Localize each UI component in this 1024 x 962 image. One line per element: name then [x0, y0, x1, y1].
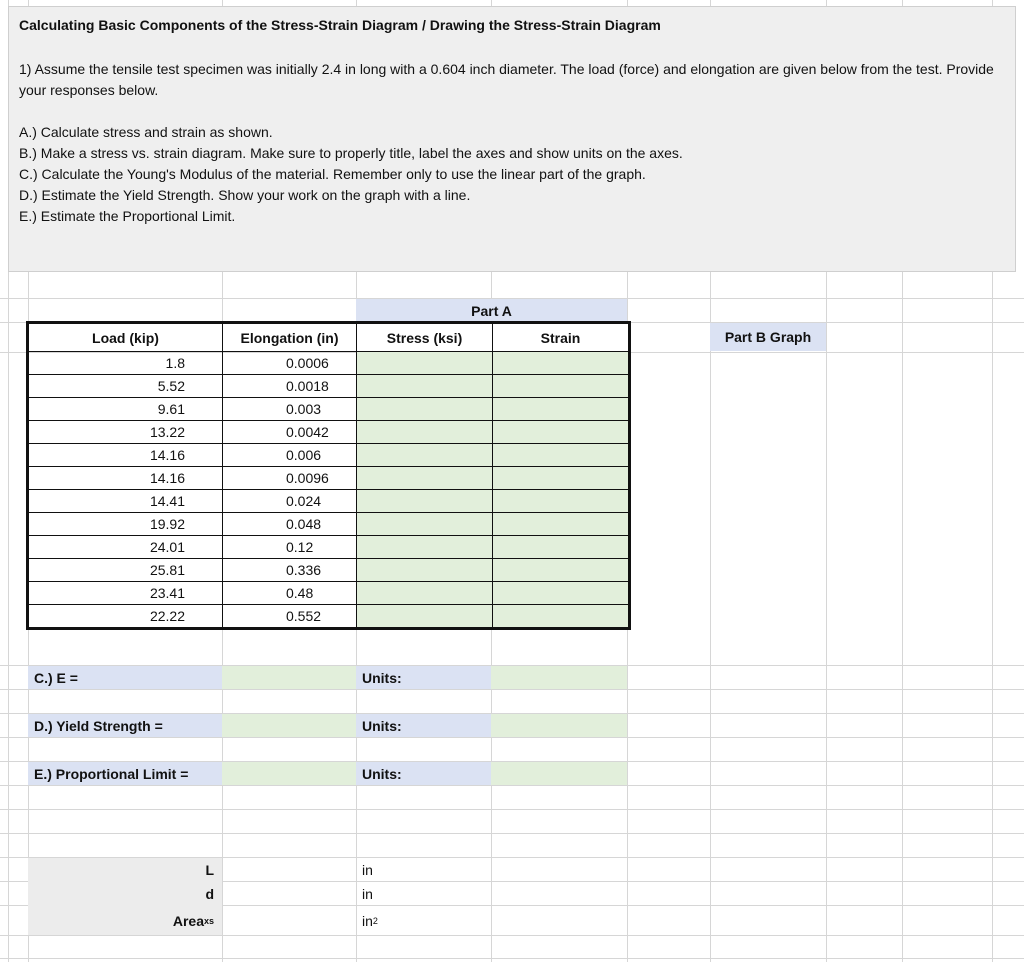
yield-units-cell[interactable]: [491, 714, 627, 737]
area-label-text: Area: [172, 912, 204, 929]
strain-input-cell[interactable]: [493, 444, 629, 467]
instruction-item-c: C.) Calculate the Young's Modulus of the material. Remember only to use the linear part of the graph.: [19, 166, 646, 182]
stress-input-cell[interactable]: [357, 582, 493, 605]
stress-input-cell[interactable]: [357, 352, 493, 375]
table-row: [29, 559, 629, 582]
instruction-item-d: D.) Estimate the Yield Strength. Show your work on the graph with a line.: [19, 187, 471, 203]
table-row: [29, 536, 629, 559]
stress-input-cell[interactable]: [357, 375, 493, 398]
load-cell[interactable]: 24.01: [29, 536, 223, 559]
table-row: [29, 513, 629, 536]
table-row: [29, 398, 629, 421]
load-cell[interactable]: 14.16: [29, 444, 223, 467]
strain-input-cell[interactable]: [493, 536, 629, 559]
stress-input-cell[interactable]: [357, 421, 493, 444]
elongation-cell[interactable]: 0.0096: [223, 467, 357, 490]
table-header-row: [29, 324, 629, 352]
yield-strength-label: D.) Yield Strength =: [28, 714, 222, 737]
diameter-value-cell[interactable]: [222, 882, 356, 906]
header-stress[interactable]: Stress (ksi): [357, 324, 493, 352]
load-cell[interactable]: 25.81: [29, 559, 223, 582]
load-cell[interactable]: 14.41: [29, 490, 223, 513]
strain-input-cell[interactable]: [493, 513, 629, 536]
length-unit: in: [362, 862, 373, 878]
load-elongation-table: [28, 323, 629, 628]
e-label: C.) E =: [28, 666, 222, 689]
elongation-cell[interactable]: 0.48: [223, 582, 357, 605]
table-row: [29, 375, 629, 398]
load-cell[interactable]: 13.22: [29, 421, 223, 444]
table-row: [29, 582, 629, 605]
header-elongation[interactable]: Elongation (in): [223, 324, 357, 352]
table-row: [29, 352, 629, 375]
instructions-intro: 1) Assume the tensile test specimen was initially 2.4 in long with a 0.604 inch diameter. The load (force) and elongation are given below from the test. Provide your responses below.: [19, 61, 994, 98]
length-value-cell[interactable]: [222, 858, 356, 882]
e-units-label: Units:: [356, 666, 491, 689]
prop-units-label: Units:: [356, 762, 491, 785]
strain-input-cell[interactable]: [493, 605, 629, 628]
e-units-cell[interactable]: [491, 666, 627, 689]
table-row: [29, 490, 629, 513]
load-cell[interactable]: 1.8: [29, 352, 223, 375]
table-row: [29, 605, 629, 628]
elongation-cell[interactable]: 0.003: [223, 398, 357, 421]
load-cell[interactable]: 19.92: [29, 513, 223, 536]
area-label-subscript: xs: [203, 915, 214, 926]
elongation-cell[interactable]: 0.0018: [223, 375, 357, 398]
instruction-item-a: A.) Calculate stress and strain as shown.: [19, 124, 273, 140]
elongation-cell[interactable]: 0.006: [223, 444, 357, 467]
strain-input-cell[interactable]: [493, 421, 629, 444]
area-unit-text: in: [362, 912, 373, 929]
instructions-title: Calculating Basic Components of the Stress-Strain Diagram / Drawing the Stress-Strain Diagram: [19, 17, 661, 33]
diameter-unit: in: [362, 886, 373, 902]
load-cell[interactable]: 23.41: [29, 582, 223, 605]
table-row: [29, 444, 629, 467]
load-cell[interactable]: 14.16: [29, 467, 223, 490]
load-cell[interactable]: 22.22: [29, 605, 223, 628]
table-row: [29, 467, 629, 490]
e-answer-cell[interactable]: [222, 666, 356, 689]
part-a-label: Part A: [356, 299, 627, 322]
part-b-graph-label[interactable]: Part B Graph: [710, 323, 826, 351]
stress-input-cell[interactable]: [357, 444, 493, 467]
strain-input-cell[interactable]: [493, 398, 629, 421]
strain-input-cell[interactable]: [493, 352, 629, 375]
stress-input-cell[interactable]: [357, 490, 493, 513]
strain-input-cell[interactable]: [493, 375, 629, 398]
prop-units-cell[interactable]: [491, 762, 627, 785]
stress-input-cell[interactable]: [357, 559, 493, 582]
elongation-cell[interactable]: 0.048: [223, 513, 357, 536]
yield-strength-answer-cell[interactable]: [222, 714, 356, 737]
strain-input-cell[interactable]: [493, 490, 629, 513]
load-cell[interactable]: 5.52: [29, 375, 223, 398]
stress-input-cell[interactable]: [357, 467, 493, 490]
elongation-cell[interactable]: 0.0042: [223, 421, 357, 444]
header-strain[interactable]: Strain: [493, 324, 629, 352]
area-value-cell[interactable]: [222, 906, 356, 935]
stress-input-cell[interactable]: [357, 398, 493, 421]
proportional-limit-label: E.) Proportional Limit =: [28, 762, 222, 785]
instructions-box[interactable]: [8, 6, 1016, 272]
elongation-cell[interactable]: 0.024: [223, 490, 357, 513]
strain-input-cell[interactable]: [493, 582, 629, 605]
elongation-cell[interactable]: 0.0006: [223, 352, 357, 375]
stress-input-cell[interactable]: [357, 513, 493, 536]
header-load[interactable]: Load (kip): [29, 324, 223, 352]
table-row: [29, 421, 629, 444]
instruction-item-e: E.) Estimate the Proportional Limit.: [19, 208, 236, 224]
stress-input-cell[interactable]: [357, 536, 493, 559]
strain-input-cell[interactable]: [493, 467, 629, 490]
area-unit-superscript: 2: [372, 915, 378, 926]
instruction-item-b: B.) Make a stress vs. strain diagram. Make sure to properly title, label the axes and show units on the axes.: [19, 145, 683, 161]
stress-input-cell[interactable]: [357, 605, 493, 628]
elongation-cell[interactable]: 0.12: [223, 536, 357, 559]
elongation-cell[interactable]: 0.552: [223, 605, 357, 628]
load-cell[interactable]: 9.61: [29, 398, 223, 421]
length-label: L: [205, 862, 214, 878]
elongation-cell[interactable]: 0.336: [223, 559, 357, 582]
yield-units-label: Units:: [356, 714, 491, 737]
area-unit: [356, 906, 491, 935]
diameter-label: d: [205, 886, 214, 902]
area-label: [28, 906, 222, 935]
proportional-limit-answer-cell[interactable]: [222, 762, 356, 785]
strain-input-cell[interactable]: [493, 559, 629, 582]
